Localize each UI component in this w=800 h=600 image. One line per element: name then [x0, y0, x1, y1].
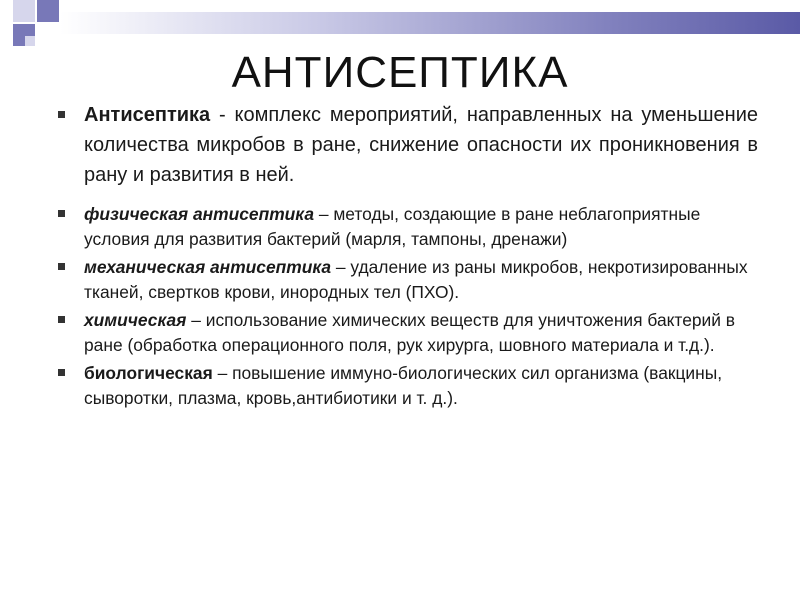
square-bullet-icon — [58, 369, 65, 376]
square-bullet-icon — [58, 111, 65, 118]
list-item-text: – использование химических веществ для уничтожения бактерий в ране (обработка операционного поля, рук хирурга, шовного материала и т.д.). — [84, 310, 736, 355]
square-bullet-icon — [58, 316, 65, 323]
list-item-text: – повышение иммуно-биологических сил организма (вакцины, сыворотки, плазма, кровь,антибиотики и т. д.). — [84, 363, 723, 408]
decor-square — [37, 0, 59, 22]
list-item-biological — [52, 361, 758, 411]
definition-item — [52, 100, 758, 190]
list-item-text: – удаление из раны микробов, некротизированных тканей, свертков крови, инородных тел (ПХО). — [84, 257, 748, 302]
list-item-term: биологическая — [84, 363, 213, 383]
square-bullet-icon — [58, 263, 65, 270]
decor-square — [25, 36, 35, 46]
header-gradient-bar — [60, 12, 800, 34]
slide-title: АНТИСЕПТИКА — [231, 48, 569, 97]
list-item-chemical — [52, 308, 758, 358]
list-item-term: химическая — [84, 310, 187, 330]
list-item-mechanical — [52, 255, 758, 305]
definition-term: Антисептика — [84, 104, 211, 126]
square-bullet-icon — [58, 210, 65, 217]
definition-text: - комплекс мероприятий, направленных на уменьшение количества микробов в ране, снижение опасности их проникновения в рану и развития в ней. — [84, 104, 758, 186]
list-item-term: механическая антисептика — [84, 257, 332, 277]
list-item-term: физическая антисептика — [84, 204, 314, 224]
decor-square — [13, 0, 35, 22]
slide-content — [52, 100, 758, 414]
list-item-physical — [52, 202, 758, 252]
list-item-text: – методы, создающие в ране неблагоприятные условия для развития бактерий (марля, тампоны, дренажи) — [84, 204, 701, 249]
